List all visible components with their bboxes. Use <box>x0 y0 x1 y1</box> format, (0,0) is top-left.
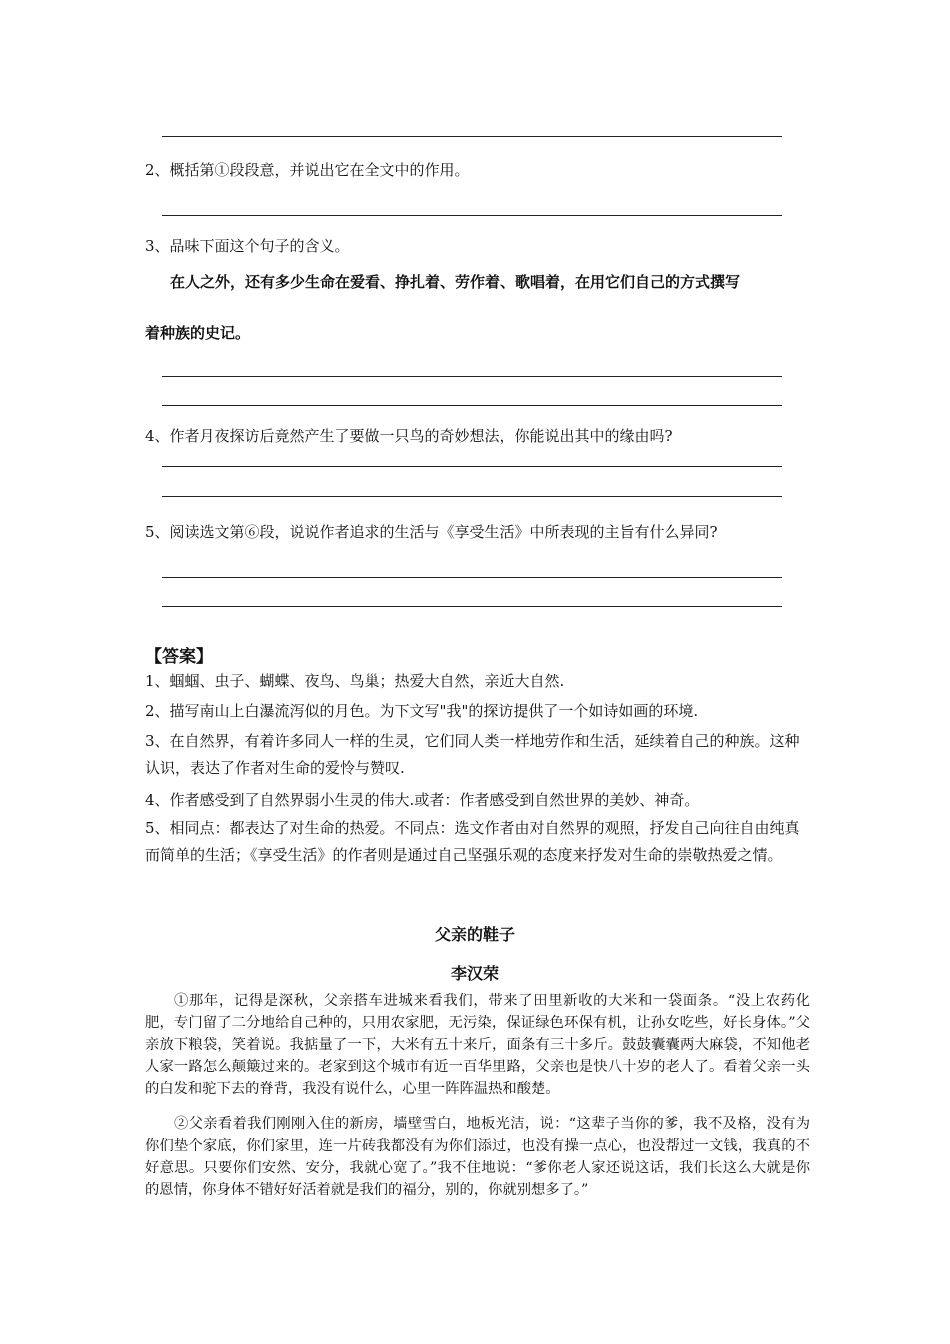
answer-1: 1、蝈蝈、虫子、蝴蝶、夜鸟、鸟巢；热爱大自然，亲近大自然. <box>145 672 565 690</box>
question-5: 5、阅读选文第⑥段，说说作者追求的生活与《享受生活》中所表现的主旨有什么异同? <box>145 523 718 541</box>
answer-3: 3、在自然界，有着许多同人一样的生灵，它们同人类一样地劳作和生活，延续着自己的种族。这种认识，表达了作者对生命的爱怜与赞叹. <box>145 732 800 777</box>
article-title: 父亲的鞋子 <box>434 925 515 944</box>
quoted-sentence-line-2: 着种族的史记。 <box>145 324 251 342</box>
answers-heading: 【答案】 <box>145 647 213 667</box>
article-paragraph-1: ①那年，记得是深秋，父亲搭车进城来看我们，带来了田里新收的大米和一袋面条。“没上农药化肥，专门留了二分地给自己种的，只用农家肥，无污染，保证绿色环保有机，让孙女吃些，好长身体。”父亲放下粮袋，笑着说。我掂量了一下，大米有五十来斤，面条有三十多斤。鼓鼓囊囊两大麻袋，不知他老人家一路怎么颠簸过来的。老家到这个城市有近一百华里路，父亲也是快八十岁的老人了。看着父亲一头的白发和驼下去的脊背，我没有说什么，心里一阵阵温热和酸楚。 <box>145 993 810 1097</box>
article-author: 李汉荣 <box>450 964 499 983</box>
question-2: 2、概括第①段段意，并说出它在全文中的作用。 <box>145 161 470 179</box>
answer-line <box>162 496 782 497</box>
answer-line <box>162 405 782 406</box>
answer-line <box>162 136 782 137</box>
answer-2: 2、描写南山上白瀑流泻似的月色。为下文写"我"的探访提供了一个如诗如画的环境. <box>145 702 699 720</box>
article-paragraph-2: ②父亲看着我们刚刚入住的新房，墙壁雪白，地板光洁，说：“这辈子当你的爹，我不及格，没有为你们垫个家底，你们家里，连一片砖我都没有为你们添过，也没有操一点心，也没帮过一文钱，我真的不好意思。只要你们安然、安分，我就心宽了。”我不住地说：“爹你老人家还说这话，我们长这么大就是你的恩情，你身体不错好好活着就是我们的福分，别的，你就别想多了。” <box>145 1116 810 1198</box>
question-3: 3、品味下面这个句子的含义。 <box>145 237 350 255</box>
answer-line <box>162 215 782 216</box>
answer-line <box>162 376 782 377</box>
answer-line <box>162 466 782 467</box>
answer-4: 4、作者感受到了自然界弱小生灵的伟大.或者：作者感受到自然世界的美妙、神奇。 <box>145 791 700 809</box>
answer-line <box>162 577 782 578</box>
question-4: 4、作者月夜探访后竟然产生了要做一只鸟的奇妙想法，你能说出其中的缘由吗? <box>145 427 673 445</box>
quoted-sentence-line-1: 在人之外，还有多少生命在爱看、挣扎着、劳作着、歌唱着，在用它们自己的方式撰写 <box>170 273 741 291</box>
answer-5: 5、相同点：都表达了对生命的热爱。不同点：选文作者由对自然界的观照，抒发自己向往自由纯真而简单的生活；《享受生活》的作者则是通过自己坚强乐观的态度来抒发对生命的崇敬热爱之情。 <box>145 819 800 864</box>
answer-line <box>162 606 782 607</box>
